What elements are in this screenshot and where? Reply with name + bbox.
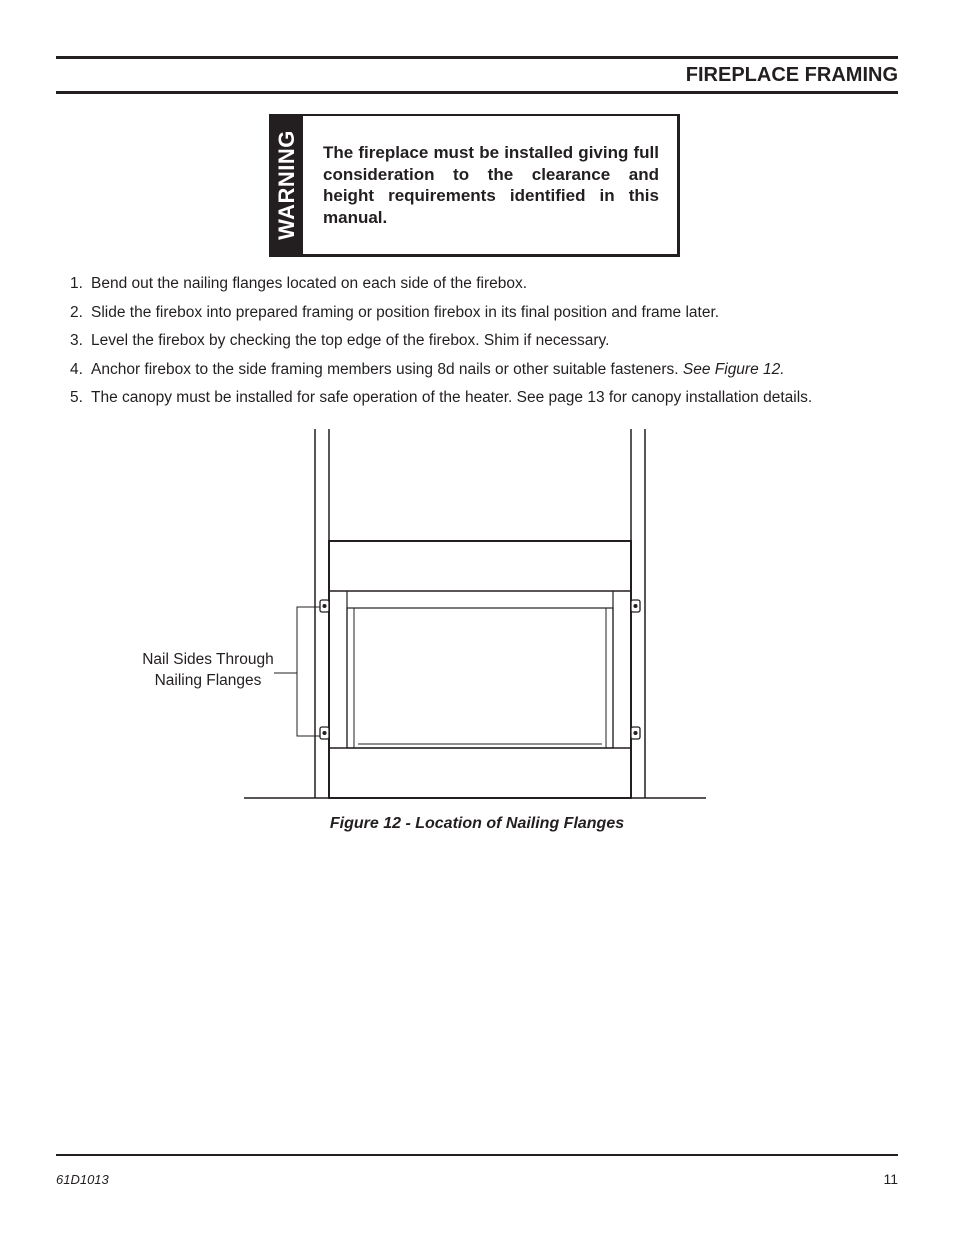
warning-text: The fireplace must be installed giving full consideration to the clearance and height requirements identified in this manual. — [323, 143, 659, 227]
footer-rule — [56, 1154, 898, 1156]
section-title: FIREPLACE FRAMING — [685, 64, 898, 86]
firebox — [329, 541, 631, 798]
nailing-flanges — [320, 600, 640, 739]
step-number: 2. — [70, 303, 83, 321]
warning-label: WARNING — [274, 130, 299, 240]
step-reference: See Figure 12. — [682, 360, 785, 378]
right-stud — [631, 429, 645, 798]
step-text: Bend out the nailing flanges located on each side of the firebox. — [91, 275, 528, 292]
step-number: 3. — [70, 332, 83, 349]
page-number: 11 — [883, 1171, 898, 1187]
doc-number: 61D1013 — [56, 1172, 109, 1187]
nail-sides-callout: Nail Sides Through Nailing Flanges — [142, 651, 274, 689]
figure-caption: Figure 12 - Location of Nailing Flanges — [329, 815, 625, 832]
step-number: 5. — [70, 389, 83, 406]
step-text: Level the firebox by checking the top edge of the firebox. Shim if necessary. — [91, 332, 610, 349]
step-number: 1. — [70, 275, 83, 292]
step-number: 4. — [70, 360, 83, 378]
step-text: Slide the firebox into prepared framing or position firebox in its final position and frame later. — [91, 303, 720, 321]
left-stud — [315, 429, 329, 798]
step-text: Anchor firebox to the side framing members using 8d nails or other suitable fasteners. — [91, 360, 683, 378]
step-text: The canopy must be installed for safe operation of the heater. See page 13 for canopy installation details. — [91, 389, 813, 406]
callout-bracket — [274, 607, 320, 736]
